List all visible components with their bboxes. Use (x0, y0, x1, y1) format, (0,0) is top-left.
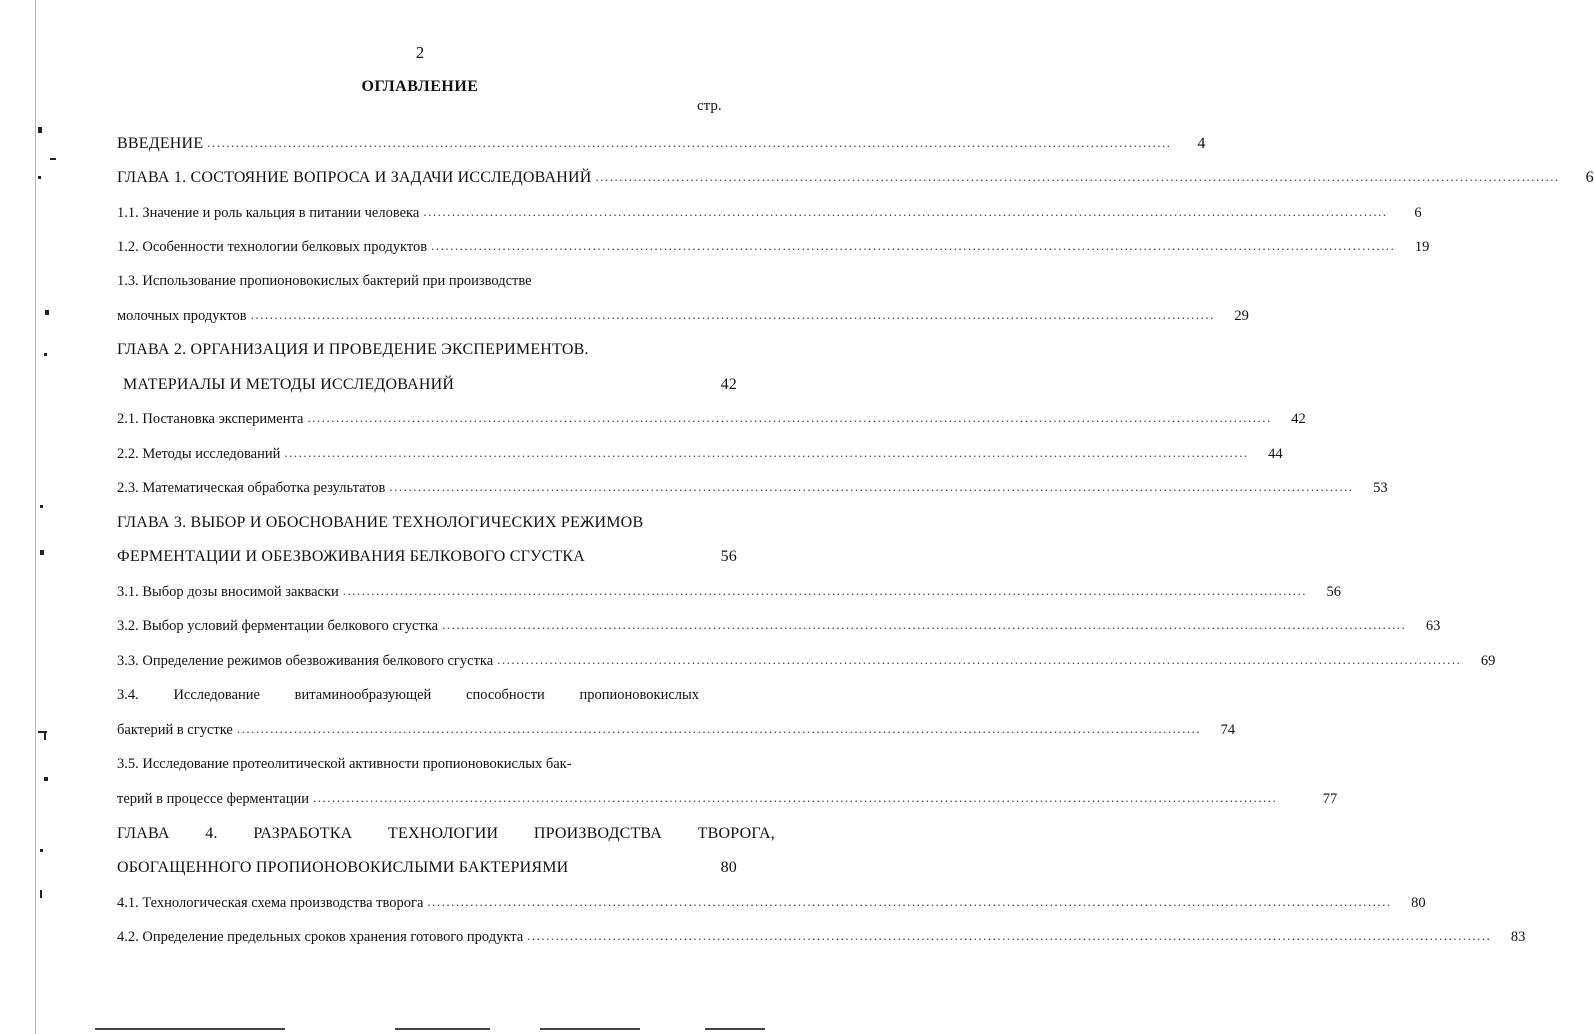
toc-entry-text: терий в процессе ферментации (117, 791, 310, 807)
toc-entry-page: 69 (1480, 653, 1496, 669)
scan-speck (50, 158, 56, 160)
dot-leader: ........................................................................................................................................................................................................... (527, 928, 1492, 943)
scan-bottom-edge (705, 1028, 765, 1030)
toc-entry-page: 6 (1414, 205, 1422, 221)
toc-entry[interactable] (117, 713, 1236, 739)
toc-entry[interactable] (117, 196, 1422, 222)
scan-speck (40, 550, 44, 555)
toc-entry-page: 80 (720, 859, 737, 876)
toc-entry-text: ВВЕДЕНИЕ (117, 135, 204, 152)
toc-entry-page: 19 (1414, 239, 1430, 255)
toc-entry-text: ГЛАВА 4. РАЗРАБОТКА ТЕХНОЛОГИИ ПРОИЗВОДСТВА ТВОРОГА, (117, 825, 775, 842)
toc-entry-text: бактерий в сгустке (117, 722, 233, 738)
toc-entry[interactable] (117, 333, 737, 359)
dot-leader: ........................................................................................................................................................................................................... (423, 204, 1388, 219)
toc-entry-text: 3.1. Выбор дозы вносимой закваски (117, 584, 339, 600)
toc-entry[interactable] (117, 299, 1249, 325)
dot-leader: ........................................................................................................................................................................................................... (595, 169, 1560, 184)
toc-entry-page: 53 (1373, 480, 1388, 496)
scan-speck (40, 890, 42, 898)
toc-entry-page: 63 (1425, 618, 1441, 634)
toc-entry-page: 80 (1411, 895, 1426, 911)
dot-leader: ........................................................................................................................................................................................................... (284, 445, 1249, 460)
toc-entry-page: 83 (1510, 929, 1526, 945)
page-title: ОГЛАВЛЕНИЕ (361, 78, 479, 95)
toc-entry-text: 4.1. Технологическая схема производства творога (117, 895, 424, 911)
dot-leader: ........................................................................................................................................................................................................... (442, 617, 1407, 632)
toc-entry[interactable] (117, 161, 1594, 187)
toc-entry[interactable] (117, 471, 1388, 497)
toc-entry-page: 56 (1326, 584, 1342, 600)
toc-entry-text: 1.1. Значение и роль кальция в питании человека (117, 205, 420, 221)
toc-entry-text: 1.2. Особенности технологии белковых продуктов (117, 239, 428, 255)
scan-speck (44, 777, 48, 781)
toc-entry[interactable] (117, 437, 1283, 463)
toc-entry[interactable] (117, 851, 737, 877)
toc-entry[interactable] (117, 402, 1306, 428)
toc-entry-text: МАТЕРИАЛЫ И МЕТОДЫ ИССЛЕДОВАНИЙ (123, 376, 455, 393)
toc-entry[interactable] (117, 540, 737, 566)
toc-entry-text: 1.3. Использование пропионовокислых бактерий при производстве (117, 273, 532, 289)
scan-speck (38, 176, 41, 179)
scan-speck (40, 849, 43, 852)
toc-entry-text: ОБОГАЩЕННОГО ПРОПИОНОВОКИСЛЫМИ БАКТЕРИЯМИ (117, 859, 569, 876)
toc-entry-text: 3.3. Определение режимов обезвоживания белкового сгустка (117, 653, 494, 669)
toc-entry-text: молочных продуктов (117, 308, 247, 324)
toc-entry[interactable] (117, 817, 775, 843)
page-number: 2 (415, 43, 425, 62)
toc-entry-page: 4 (1197, 135, 1206, 152)
scan-bottom-edge (95, 1028, 285, 1030)
toc-entry[interactable] (117, 886, 1426, 912)
toc-entry[interactable] (117, 368, 737, 394)
toc-entry-page: 42 (720, 376, 737, 393)
scan-speck (45, 310, 49, 315)
scan-speck (44, 353, 47, 356)
dot-leader: ........................................................................................................................................................................................................... (427, 894, 1392, 909)
toc-entry[interactable] (117, 609, 1441, 635)
scan-speck (44, 731, 46, 740)
toc-entry[interactable] (117, 678, 737, 704)
dot-leader: ........................................................................................................................................................................................................... (207, 135, 1172, 150)
toc-entry-text: 3.4. Исследование витаминообразующей способности пропионовокислых (117, 687, 699, 703)
toc-entry-page: 29 (1234, 308, 1249, 324)
toc-entry[interactable] (117, 644, 1496, 670)
toc-entry-page: 74 (1220, 722, 1236, 738)
dot-leader: ........................................................................................................................................................................................................... (313, 790, 1278, 805)
toc-entry[interactable] (117, 747, 737, 773)
dot-leader: ........................................................................................................................................................................................................... (307, 410, 1272, 425)
toc-entry-page: 42 (1291, 411, 1306, 427)
toc-entry-text: 3.2. Выбор условий ферментации белкового сгустка (117, 618, 439, 634)
toc-entry[interactable] (117, 230, 1430, 256)
toc-entry-text: ГЛАВА 1. СОСТОЯНИЕ ВОПРОСА И ЗАДАЧИ ИССЛЕДОВАНИЙ (117, 169, 592, 186)
toc-entry[interactable] (117, 575, 1342, 601)
toc-entry-text: ФЕРМЕНТАЦИИ И ОБЕЗВОЖИВАНИЯ БЕЛКОВОГО СГУСТКА (117, 548, 586, 565)
toc-entry-text: ГЛАВА 2. ОРГАНИЗАЦИЯ И ПРОВЕДЕНИЕ ЭКСПЕРИМЕНТОВ. (117, 341, 589, 358)
toc-entry[interactable] (117, 782, 1338, 808)
dot-leader: ........................................................................................................................................................................................................... (236, 721, 1202, 736)
dot-leader: ........................................................................................................................................................................................................... (431, 238, 1396, 253)
scan-margin-line (35, 0, 36, 1034)
dot-leader: ........................................................................................................................................................................................................... (250, 307, 1215, 322)
scan-speck (40, 505, 43, 508)
scan-bottom-edge (395, 1028, 490, 1030)
toc-entry-page: 6 (1585, 169, 1594, 186)
dot-leader: ........................................................................................................................................................................................................... (389, 479, 1354, 494)
toc-entry-text: ГЛАВА 3. ВЫБОР И ОБОСНОВАНИЕ ТЕХНОЛОГИЧЕСКИХ РЕЖИМОВ (117, 514, 644, 531)
page-column-label: стр. (697, 98, 722, 114)
toc-entry[interactable] (117, 506, 737, 532)
dot-leader: ........................................................................................................................................................................................................... (497, 652, 1462, 667)
scan-bottom-edge (540, 1028, 640, 1030)
toc-entry-text: 2.2. Методы исследований (117, 446, 281, 462)
toc-entry[interactable] (117, 127, 1206, 153)
toc-entry-text: 2.1. Постановка эксперимента (117, 411, 304, 427)
toc-entry-page: 56 (720, 548, 737, 565)
toc-entry-text: 4.2. Определение предельных сроков хранения готового продукта (117, 929, 524, 945)
toc-entry-text: 2.3. Математическая обработка результатов (117, 480, 386, 496)
toc-entry-text: 3.5. Исследование протеолитической активности пропионовокислых бак- (117, 756, 572, 772)
toc-entry-page: 77 (1322, 791, 1338, 807)
toc-entry-page: 44 (1268, 446, 1283, 462)
toc-entry[interactable] (117, 264, 737, 290)
dot-leader: ........................................................................................................................................................................................................... (342, 583, 1308, 598)
toc-entry[interactable] (117, 920, 1526, 946)
scan-speck (38, 127, 42, 133)
